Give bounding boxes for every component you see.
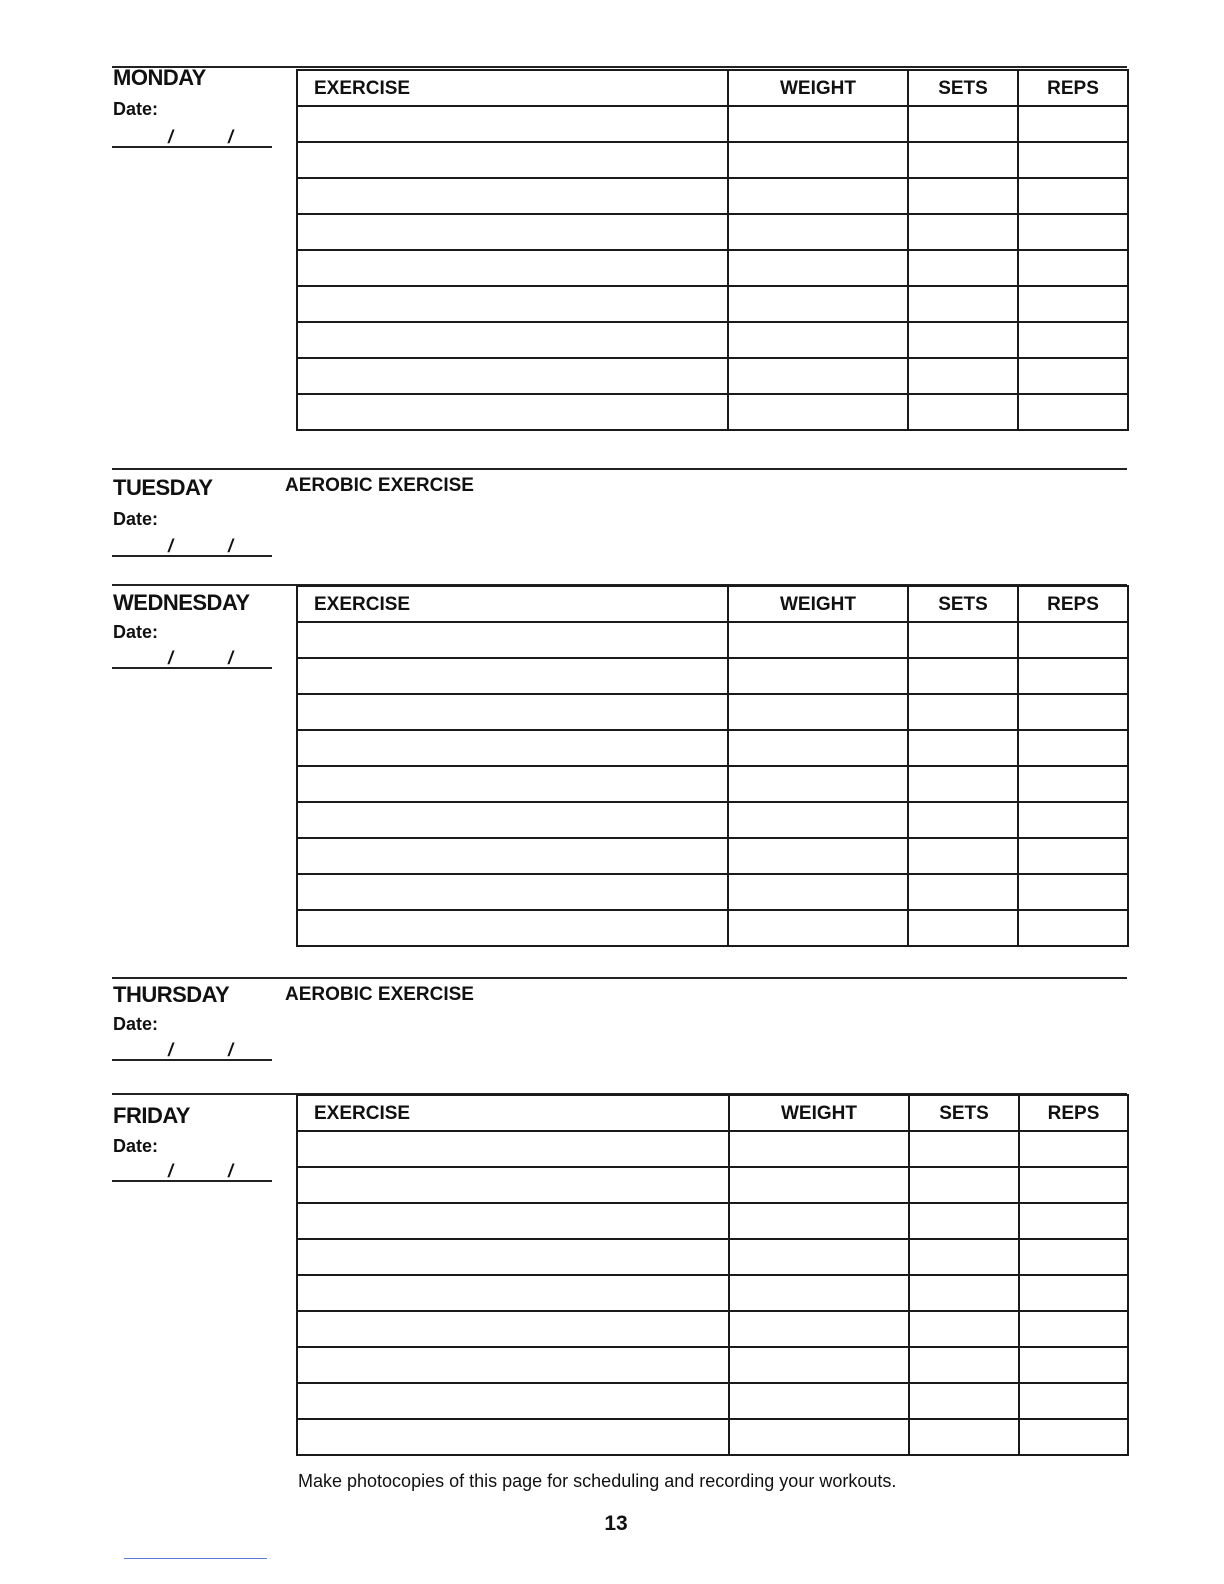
weight-cell[interactable]: [728, 106, 908, 142]
sets-cell[interactable]: [908, 178, 1018, 214]
exercise-header: EXERCISE: [297, 1095, 729, 1131]
reps-cell[interactable]: [1019, 1419, 1128, 1455]
date-slash: /: [168, 127, 174, 147]
sets-cell[interactable]: [908, 874, 1018, 910]
wednesday-exercise-table: [296, 585, 1129, 947]
weight-cell[interactable]: [729, 1383, 909, 1419]
exercise-cell[interactable]: [297, 394, 728, 430]
reps-cell[interactable]: [1019, 1311, 1128, 1347]
weight-cell[interactable]: [728, 214, 908, 250]
wednesday-label: WEDNESDAY: [113, 590, 250, 615]
page-number: 13: [604, 1512, 628, 1535]
reps-cell[interactable]: [1018, 766, 1128, 802]
sets-cell[interactable]: [908, 142, 1018, 178]
reps-cell[interactable]: [1019, 1239, 1128, 1275]
sets-cell[interactable]: [909, 1167, 1019, 1203]
table-row: [297, 286, 1128, 322]
reps-cell[interactable]: [1018, 838, 1128, 874]
table-row: [297, 838, 1128, 874]
tuesday-aerobic-label: AEROBIC EXERCISE: [285, 475, 474, 496]
exercise-header: EXERCISE: [297, 586, 728, 622]
table-row: [297, 1275, 1128, 1311]
weight-cell[interactable]: [729, 1167, 909, 1203]
date-slash: /: [168, 536, 174, 556]
weight-cell[interactable]: [728, 694, 908, 730]
date-slash: /: [228, 648, 234, 668]
exercise-cell[interactable]: [297, 322, 728, 358]
reps-cell[interactable]: [1019, 1131, 1128, 1167]
reps-cell[interactable]: [1019, 1203, 1128, 1239]
exercise-cell[interactable]: [297, 1203, 729, 1239]
exercise-cell[interactable]: [297, 1383, 729, 1419]
reps-header: REPS: [1018, 586, 1128, 622]
reps-cell[interactable]: [1018, 358, 1128, 394]
table-row: [297, 694, 1128, 730]
reps-cell[interactable]: [1018, 622, 1128, 658]
weight-cell[interactable]: [728, 874, 908, 910]
table-row: [297, 730, 1128, 766]
reps-cell[interactable]: [1018, 250, 1128, 286]
weight-cell[interactable]: [728, 658, 908, 694]
exercise-cell[interactable]: [297, 106, 728, 142]
date-slash: /: [228, 1040, 234, 1060]
exercise-cell[interactable]: [297, 1419, 729, 1455]
sets-header: SETS: [908, 586, 1018, 622]
monday-date-field[interactable]: [112, 122, 272, 148]
table-row: [297, 1419, 1128, 1455]
table-row: [297, 1239, 1128, 1275]
reps-cell[interactable]: [1018, 802, 1128, 838]
weight-cell[interactable]: [728, 178, 908, 214]
table-row: [297, 106, 1128, 142]
footnote: Make photocopies of this page for scheduling and recording your workouts.: [298, 1471, 897, 1491]
reps-cell[interactable]: [1018, 322, 1128, 358]
weight-cell[interactable]: [728, 910, 908, 946]
reps-cell[interactable]: [1018, 214, 1128, 250]
reps-header: REPS: [1019, 1095, 1128, 1131]
tuesday-top-rule: [112, 468, 1127, 470]
reps-cell[interactable]: [1018, 730, 1128, 766]
exercise-cell[interactable]: [297, 1239, 729, 1275]
reps-cell[interactable]: [1018, 178, 1128, 214]
weight-cell[interactable]: [728, 838, 908, 874]
reps-cell[interactable]: [1019, 1347, 1128, 1383]
sets-cell[interactable]: [908, 658, 1018, 694]
exercise-cell[interactable]: [297, 1275, 729, 1311]
table-row: [297, 622, 1128, 658]
thursday-aerobic-label: AEROBIC EXERCISE: [285, 984, 474, 1005]
sets-cell[interactable]: [908, 394, 1018, 430]
reps-header: REPS: [1018, 70, 1128, 106]
table-row: [297, 1203, 1128, 1239]
monday-date-label: Date:: [113, 99, 159, 119]
weight-cell[interactable]: [728, 142, 908, 178]
exercise-header: EXERCISE: [297, 70, 728, 106]
table-row: [297, 358, 1128, 394]
exercise-cell[interactable]: [297, 1131, 729, 1167]
friday-label: FRIDAY: [113, 1103, 190, 1128]
table-row: [297, 802, 1128, 838]
sets-header: SETS: [908, 70, 1018, 106]
tuesday-date-field[interactable]: [112, 531, 272, 557]
exercise-cell[interactable]: [297, 694, 728, 730]
exercise-cell[interactable]: [297, 250, 728, 286]
table-row: [297, 766, 1128, 802]
table-row: [297, 1383, 1128, 1419]
exercise-cell[interactable]: [297, 838, 728, 874]
date-slash: /: [168, 1161, 174, 1181]
weight-cell[interactable]: [729, 1311, 909, 1347]
sets-cell[interactable]: [908, 910, 1018, 946]
exercise-cell[interactable]: [297, 142, 728, 178]
exercise-cell[interactable]: [297, 358, 728, 394]
exercise-cell[interactable]: [297, 622, 728, 658]
sets-cell[interactable]: [909, 1347, 1019, 1383]
sets-cell[interactable]: [908, 694, 1018, 730]
exercise-cell[interactable]: [297, 802, 728, 838]
reps-cell[interactable]: [1018, 106, 1128, 142]
reps-cell[interactable]: [1019, 1167, 1128, 1203]
reps-cell[interactable]: [1018, 142, 1128, 178]
date-slash: /: [168, 648, 174, 668]
date-slash: /: [228, 536, 234, 556]
sets-cell[interactable]: [909, 1275, 1019, 1311]
weight-cell[interactable]: [729, 1347, 909, 1383]
table-row: [297, 250, 1128, 286]
date-slash: /: [228, 127, 234, 147]
table-row: [297, 910, 1128, 946]
sets-cell[interactable]: [909, 1131, 1019, 1167]
weight-cell[interactable]: [729, 1203, 909, 1239]
table-row: [297, 214, 1128, 250]
exercise-cell[interactable]: [297, 178, 728, 214]
wednesday-date-label: Date:: [113, 622, 159, 642]
sets-cell[interactable]: [909, 1311, 1019, 1347]
table-row: [297, 322, 1128, 358]
sets-cell[interactable]: [909, 1383, 1019, 1419]
weight-cell[interactable]: [729, 1275, 909, 1311]
sets-cell[interactable]: [908, 766, 1018, 802]
sets-header: SETS: [909, 1095, 1019, 1131]
sets-cell[interactable]: [909, 1239, 1019, 1275]
reps-cell[interactable]: [1019, 1383, 1128, 1419]
sets-cell[interactable]: [908, 250, 1018, 286]
tuesday-label: TUESDAY: [113, 475, 213, 500]
table-row: [297, 1347, 1128, 1383]
thursday-date-label: Date:: [113, 1014, 159, 1034]
thursday-label: THURSDAY: [113, 982, 230, 1007]
weight-cell[interactable]: [728, 250, 908, 286]
reps-cell[interactable]: [1018, 874, 1128, 910]
friday-date-label: Date:: [113, 1136, 159, 1156]
table-row: [297, 1311, 1128, 1347]
sets-cell[interactable]: [908, 802, 1018, 838]
exercise-cell[interactable]: [297, 1347, 729, 1383]
reps-cell[interactable]: [1019, 1275, 1128, 1311]
weight-cell[interactable]: [728, 802, 908, 838]
weight-cell[interactable]: [729, 1419, 909, 1455]
reps-cell[interactable]: [1018, 658, 1128, 694]
reps-cell[interactable]: [1018, 286, 1128, 322]
weight-cell[interactable]: [729, 1239, 909, 1275]
exercise-cell[interactable]: [297, 910, 728, 946]
exercise-cell[interactable]: [297, 214, 728, 250]
wednesday-date-field[interactable]: [112, 643, 272, 669]
sets-cell[interactable]: [908, 286, 1018, 322]
weight-header: WEIGHT: [728, 586, 908, 622]
weight-header: WEIGHT: [729, 1095, 909, 1131]
sets-cell[interactable]: [908, 214, 1018, 250]
sets-cell[interactable]: [908, 622, 1018, 658]
sets-cell[interactable]: [908, 838, 1018, 874]
weight-cell[interactable]: [728, 322, 908, 358]
weight-cell[interactable]: [729, 1131, 909, 1167]
monday-top-rule: [112, 66, 1127, 68]
monday-label: MONDAY: [113, 65, 206, 90]
weight-cell[interactable]: [728, 358, 908, 394]
monday-exercise-table: [296, 69, 1129, 431]
exercise-cell[interactable]: [297, 1311, 729, 1347]
exercise-cell[interactable]: [297, 874, 728, 910]
date-slash: /: [168, 1040, 174, 1060]
friday-exercise-table: [296, 1094, 1129, 1456]
reps-cell[interactable]: [1018, 910, 1128, 946]
table-row: [297, 142, 1128, 178]
table-row: [297, 178, 1128, 214]
table-row: [297, 394, 1128, 430]
sets-cell[interactable]: [909, 1419, 1019, 1455]
reps-cell[interactable]: [1018, 394, 1128, 430]
reps-cell[interactable]: [1018, 694, 1128, 730]
table-row: [297, 1167, 1128, 1203]
sets-cell[interactable]: [908, 106, 1018, 142]
date-slash: /: [228, 1161, 234, 1181]
table-row: [297, 1131, 1128, 1167]
weight-cell[interactable]: [728, 394, 908, 430]
sets-cell[interactable]: [908, 730, 1018, 766]
thursday-date-field[interactable]: [112, 1035, 272, 1061]
table-row: [297, 658, 1128, 694]
exercise-cell[interactable]: [297, 286, 728, 322]
exercise-cell[interactable]: [297, 730, 728, 766]
table-row: [297, 874, 1128, 910]
thursday-top-rule: [112, 977, 1127, 979]
weight-cell[interactable]: [728, 730, 908, 766]
exercise-cell[interactable]: [297, 766, 728, 802]
tuesday-date-label: Date:: [113, 509, 159, 529]
weight-cell[interactable]: [728, 286, 908, 322]
exercise-cell[interactable]: [297, 658, 728, 694]
sets-cell[interactable]: [908, 322, 1018, 358]
exercise-cell[interactable]: [297, 1167, 729, 1203]
bottom-mark: [124, 1558, 267, 1559]
friday-date-field[interactable]: [112, 1156, 272, 1182]
weight-header: WEIGHT: [728, 70, 908, 106]
weight-cell[interactable]: [728, 766, 908, 802]
sets-cell[interactable]: [909, 1203, 1019, 1239]
sets-cell[interactable]: [908, 358, 1018, 394]
weight-cell[interactable]: [728, 622, 908, 658]
